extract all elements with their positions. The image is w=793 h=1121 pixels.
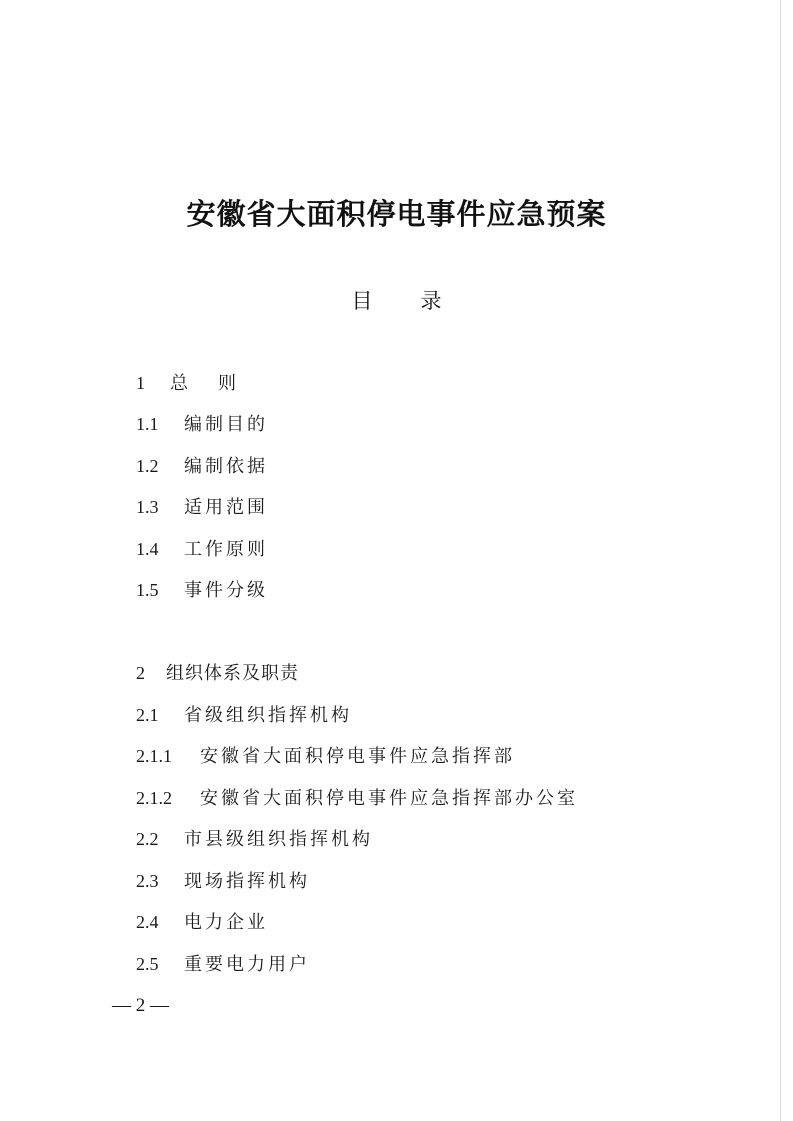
toc-item-2-4[interactable] [136, 911, 268, 934]
toc-item-2-1[interactable] [136, 704, 352, 727]
toc-item-title: 编制依据 [184, 456, 268, 477]
toc-number: 1.5 [136, 580, 159, 600]
toc-item-2-3[interactable] [136, 870, 310, 893]
toc-item-1-5[interactable] [136, 579, 268, 602]
toc-item-title: 重要电力用户 [184, 954, 310, 975]
toc-item-1-2[interactable] [136, 455, 268, 478]
toc-number: 1.3 [136, 497, 159, 517]
toc-item-1-3[interactable] [136, 496, 268, 519]
toc-item-2-5[interactable] [136, 953, 310, 976]
toc-heading-char-1: 目 [351, 289, 373, 313]
toc-heading-char-2: 录 [420, 289, 442, 313]
toc-chapter-1[interactable] [136, 372, 236, 395]
toc-number: 2.3 [136, 871, 159, 891]
toc-number: 1.2 [136, 456, 159, 476]
toc-item-title: 市县级组织指挥机构 [184, 829, 373, 850]
toc-number: 2.1 [136, 705, 159, 725]
toc-number: 2.1.1 [136, 746, 172, 766]
toc-item-title: 编制目的 [184, 414, 268, 435]
toc-item-title: 适用范围 [184, 497, 268, 518]
toc-item-title: 现场指挥机构 [184, 871, 310, 892]
toc-chapter-title: 总 则 [170, 373, 236, 394]
toc-chapter-2[interactable] [136, 662, 299, 685]
toc-item-1-4[interactable] [136, 538, 268, 561]
toc-number: 2.1.2 [136, 788, 172, 808]
page-edge-line [780, 0, 781, 1121]
document-title: 安徽省大面积停电事件应急预案 [186, 197, 607, 231]
toc-item-title: 事件分级 [184, 580, 268, 601]
page-number: — 2 — [112, 995, 169, 1016]
toc-number: 1 [136, 373, 145, 393]
toc-item-title: 安徽省大面积停电事件应急指挥部办公室 [200, 788, 578, 809]
toc-item-title: 省级组织指挥机构 [184, 705, 352, 726]
toc-item-title: 工作原则 [184, 539, 268, 560]
toc-heading [0, 285, 793, 315]
toc-item-2-1-2[interactable] [136, 787, 578, 810]
toc-item-2-1-1[interactable] [136, 745, 515, 768]
toc-chapter-title: 组织体系及职责 [166, 663, 299, 684]
toc-number: 2.4 [136, 912, 159, 932]
toc-number: 1.1 [136, 414, 159, 434]
toc-number: 1.4 [136, 539, 159, 559]
toc-number: 2.5 [136, 954, 159, 974]
toc-item-title: 安徽省大面积停电事件应急指挥部 [200, 746, 515, 767]
toc-item-1-1[interactable] [136, 413, 268, 436]
toc-item-title: 电力企业 [184, 912, 268, 933]
toc-number: 2.2 [136, 829, 159, 849]
toc-number: 2 [136, 663, 145, 683]
toc-item-2-2[interactable] [136, 828, 373, 851]
